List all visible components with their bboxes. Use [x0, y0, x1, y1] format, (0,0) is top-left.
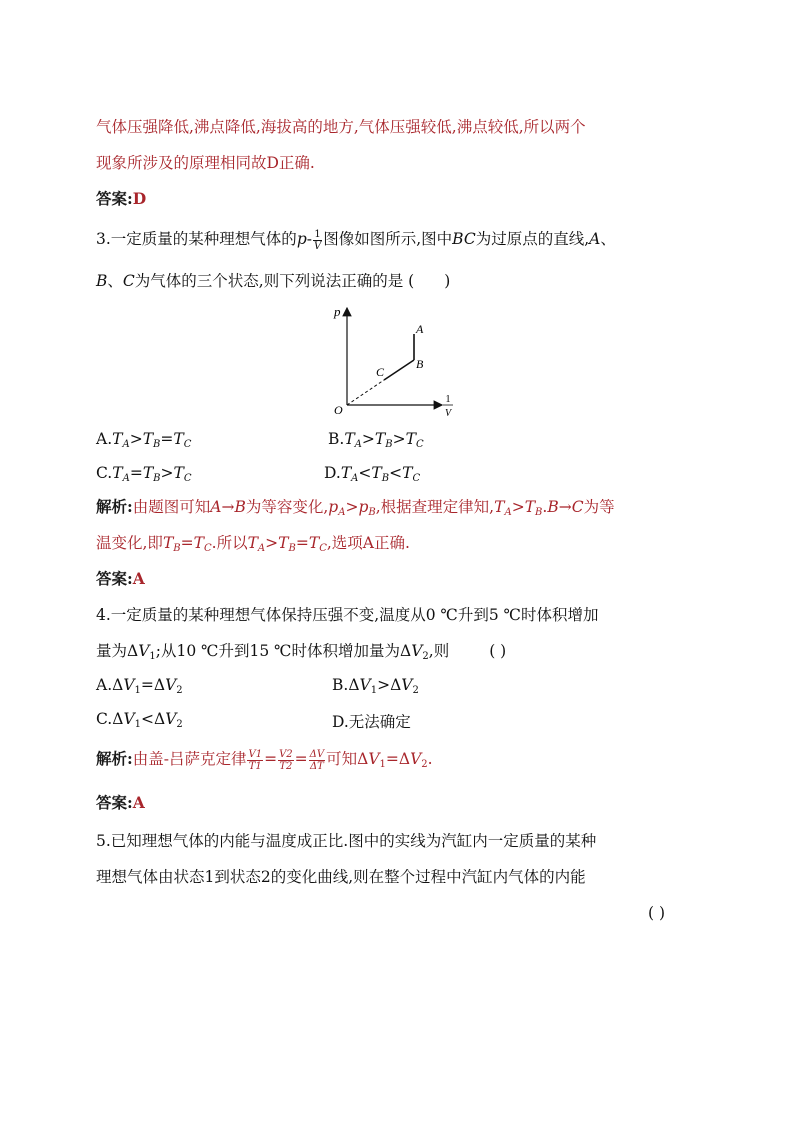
q3-text-c: 为过原点的直线, [475, 230, 590, 248]
q3-option-d: $D.T_A<T_B<T_C$ [324, 464, 421, 484]
q4-option-a: $A.\Delta V_1=\Delta V_2$ [96, 676, 183, 696]
q4-option-c: $C.\Delta V_1<\Delta V_2$ [96, 710, 183, 730]
point-a-label: A [416, 322, 424, 336]
q3-solution-line-2: 温变化,即$T_B=T_C$.所以$T_A>T_B=T_C$,选项A正确. [96, 534, 410, 554]
answer-label: 答案: [96, 793, 133, 812]
q4-solution: 解析:由盖-吕萨克定律 $\frac{V1}{T1}$ = $\frac{V2}{T2}$ = $\frac{\Delta V}{\Delta T}$ 可知$\Delta V_1=\Delta V_2$. [96, 748, 433, 772]
answer-label: 答案: [96, 189, 133, 208]
answer-value: A [132, 569, 145, 588]
q3-text: 一定质量的某种理想气体的 [110, 230, 297, 248]
q3-p: p [296, 230, 307, 248]
x-axis-numerator: 1 [445, 394, 451, 405]
q5-answer-paren: ( ) [648, 904, 666, 922]
q3-bc: BC [452, 230, 476, 248]
answer-value: D [132, 189, 147, 208]
q3-sep: 、 [600, 230, 616, 248]
q3-text-b: 图像如图所示,图中 [323, 230, 453, 248]
q4-line-1: 4.一定质量的某种理想气体保持压强不变,温度从0 ℃升到5 ℃时体积增加 [96, 606, 599, 624]
fraction-v2-t2: $\frac{V2}{T2}$ [279, 748, 293, 772]
p-axis-label: p [334, 304, 341, 319]
q5-line-2: 理想气体由状态1到状态2的变化曲线,则在整个过程中汽缸内气体的内能 [96, 868, 586, 886]
q4-option-b: $B.\Delta V_1>\Delta V_2$ [332, 676, 419, 696]
q3-dash: - [306, 230, 312, 248]
answer-4 [96, 792, 145, 814]
answer-value: A [132, 793, 145, 812]
origin-label: O [334, 403, 343, 417]
p-inverse-v-graph [328, 300, 468, 425]
answer-2 [96, 188, 146, 210]
x-axis-denominator: V [444, 408, 452, 419]
q3-option-a: $A.T_A>T_B=T_C$ [96, 430, 192, 450]
q3-close-paren: ) [444, 272, 451, 290]
q5-line-1: 5.已知理想气体的内能与温度成正比.图中的实线为汽缸内一定质量的某种 [96, 832, 597, 850]
answer-3 [96, 568, 145, 590]
q3-solution-line-1: 解析:由题图可知A→B为等容变化$,p_A>p_B$,根据查理定律知$,T_A>T_B.B\to C$为等 [96, 497, 615, 518]
q3-line-2 [96, 270, 450, 292]
point-b-label: B [416, 357, 424, 371]
q3-text-2: 为气体的三个状态,则下列说法正确的是 ( [134, 272, 415, 290]
point-c-label: C [376, 365, 385, 379]
answer-label: 答案: [96, 569, 133, 588]
q3-inverse-v-fraction: $\frac{1}{V}$ [314, 228, 322, 252]
q3-a: A [589, 230, 601, 248]
q4-line-2: 量为$\Delta V_1$;从10 ℃升到15 ℃时体积增加量为$\Delta V_2$,则 ( ) [96, 642, 507, 662]
q4-option-d: D.无法确定 [332, 713, 411, 731]
q3-b: B [96, 272, 108, 290]
q3-number: 3. [96, 230, 111, 248]
prev-solution-line-2: 现象所涉及的原理相同故D正确. [96, 154, 315, 172]
q4-answer-paren: ( ) [489, 642, 507, 660]
q3-option-c: $C.T_A=T_B>T_C$ [96, 464, 192, 484]
q3-sep2: 、 [107, 272, 123, 290]
line-bc [384, 360, 414, 380]
solution-label: 解析: [96, 497, 133, 516]
fraction-dv-dt: $\frac{\Delta V}{\Delta T}$ [309, 748, 325, 772]
q3-option-b: $B.T_A>T_B>T_C$ [328, 430, 424, 450]
dashed-line-to-origin [347, 380, 384, 405]
prev-solution-line-1: 气体压强降低,沸点降低,海拔高的地方,气体压强较低,沸点较低,所以两个 [96, 118, 586, 136]
fraction-v1-t1: $\frac{V1}{T1}$ [248, 748, 263, 772]
q3-line-1 [96, 228, 616, 252]
q3-c: C [122, 272, 135, 290]
solution-label: 解析: [96, 749, 133, 768]
